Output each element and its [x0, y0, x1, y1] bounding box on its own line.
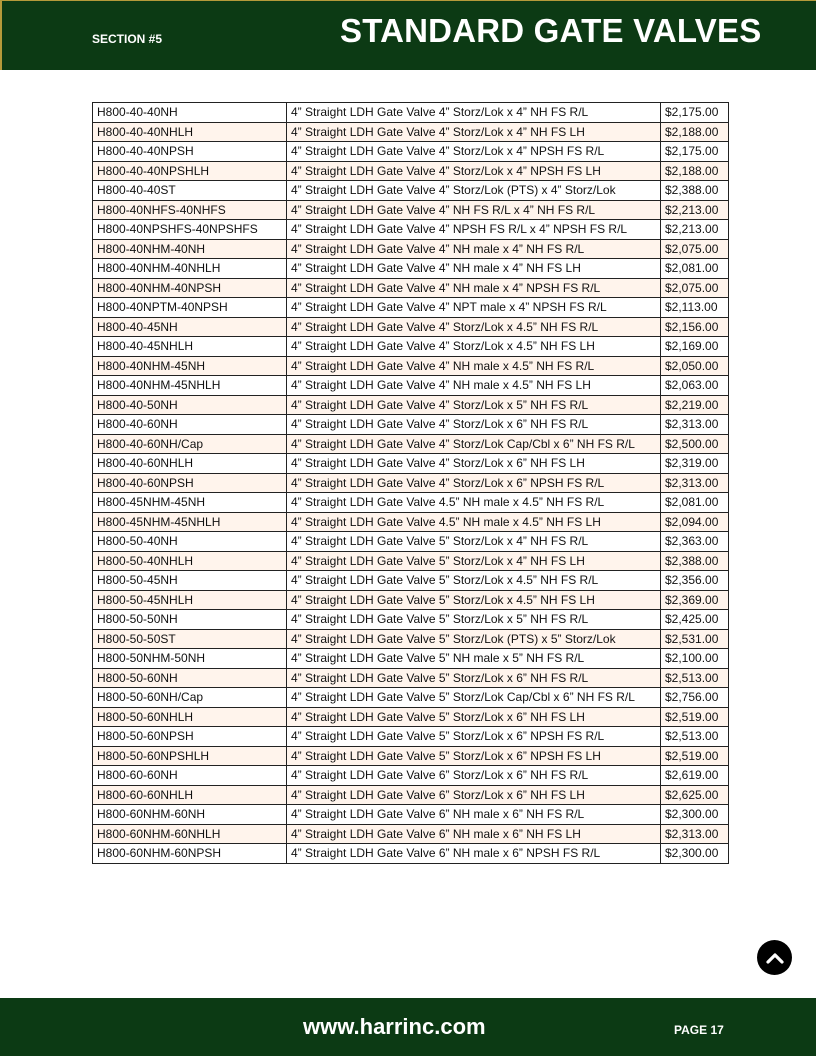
part-number-cell: H800-50-60NHLH — [93, 707, 287, 727]
price-cell: $2,513.00 — [661, 668, 729, 688]
price-cell: $2,050.00 — [661, 356, 729, 376]
description-cell: 4” Straight LDH Gate Valve 4” NH male x 4.5” NH FS LH — [287, 376, 661, 396]
table-row — [93, 746, 729, 766]
description-cell: 4” Straight LDH Gate Valve 4” NH male x 4” NH FS LH — [287, 259, 661, 279]
price-cell: $2,625.00 — [661, 785, 729, 805]
description-cell: 4” Straight LDH Gate Valve 4” Storz/Lok x 4” NPSH FS LH — [287, 161, 661, 181]
part-number-cell: H800-40-60NPSH — [93, 473, 287, 493]
table-row — [93, 473, 729, 493]
description-cell: 4” Straight LDH Gate Valve 4” Storz/Lok x 4.5” NH FS LH — [287, 337, 661, 357]
price-cell: $2,169.00 — [661, 337, 729, 357]
part-number-cell: H800-40-40ST — [93, 181, 287, 201]
table-row — [93, 317, 729, 337]
table-row — [93, 785, 729, 805]
price-cell: $2,619.00 — [661, 766, 729, 786]
table-row — [93, 356, 729, 376]
part-number-cell: H800-40NHM-45NH — [93, 356, 287, 376]
description-cell: 4” Straight LDH Gate Valve 4” Storz/Lok x 4.5” NH FS R/L — [287, 317, 661, 337]
part-number-cell: H800-40-45NH — [93, 317, 287, 337]
table-row — [93, 493, 729, 513]
price-cell: $2,219.00 — [661, 395, 729, 415]
table-row — [93, 434, 729, 454]
price-cell: $2,081.00 — [661, 259, 729, 279]
part-number-cell: H800-40-40NH — [93, 103, 287, 123]
price-cell: $2,313.00 — [661, 824, 729, 844]
price-cell: $2,369.00 — [661, 590, 729, 610]
price-cell: $2,519.00 — [661, 707, 729, 727]
description-cell: 4” Straight LDH Gate Valve 4” Storz/Lok x 4” NH FS R/L — [287, 103, 661, 123]
part-number-cell: H800-60NHM-60NH — [93, 805, 287, 825]
table-row — [93, 844, 729, 864]
table-row — [93, 512, 729, 532]
part-number-cell: H800-40-40NHLH — [93, 122, 287, 142]
table-row — [93, 571, 729, 591]
description-cell: 4” Straight LDH Gate Valve 4” Storz/Lok (PTS) x 4” Storz/Lok — [287, 181, 661, 201]
table-row — [93, 200, 729, 220]
description-cell: 4” Straight LDH Gate Valve 6” NH male x 6” NH FS LH — [287, 824, 661, 844]
description-cell: 4” Straight LDH Gate Valve 4” NPT male x 4” NPSH FS R/L — [287, 298, 661, 318]
price-cell: $2,356.00 — [661, 571, 729, 591]
part-number-cell: H800-40-60NHLH — [93, 454, 287, 474]
description-cell: 4” Straight LDH Gate Valve 5” Storz/Lok Cap/Cbl x 6” NH FS R/L — [287, 688, 661, 708]
table-row — [93, 610, 729, 630]
table-row — [93, 181, 729, 201]
description-cell: 4” Straight LDH Gate Valve 4.5” NH male x 4.5” NH FS LH — [287, 512, 661, 532]
part-number-cell: H800-60-60NH — [93, 766, 287, 786]
price-cell: $2,094.00 — [661, 512, 729, 532]
description-cell: 4” Straight LDH Gate Valve 4” NPSH FS R/L x 4” NPSH FS R/L — [287, 220, 661, 240]
description-cell: 4” Straight LDH Gate Valve 5” Storz/Lok (PTS) x 5” Storz/Lok — [287, 629, 661, 649]
price-table — [92, 102, 729, 864]
price-cell: $2,363.00 — [661, 532, 729, 552]
description-cell: 4” Straight LDH Gate Valve 4” NH FS R/L x 4” NH FS R/L — [287, 200, 661, 220]
description-cell: 4” Straight LDH Gate Valve 5” NH male x 5” NH FS R/L — [287, 649, 661, 669]
table-row — [93, 103, 729, 123]
price-cell: $2,175.00 — [661, 103, 729, 123]
part-number-cell: H800-50NHM-50NH — [93, 649, 287, 669]
description-cell: 4” Straight LDH Gate Valve 6” NH male x 6” NPSH FS R/L — [287, 844, 661, 864]
table-row — [93, 668, 729, 688]
description-cell: 4” Straight LDH Gate Valve 5” Storz/Lok x 4.5” NH FS R/L — [287, 571, 661, 591]
table-row — [93, 376, 729, 396]
description-cell: 4” Straight LDH Gate Valve 5” Storz/Lok x 4.5” NH FS LH — [287, 590, 661, 610]
part-number-cell: H800-60-60NHLH — [93, 785, 287, 805]
table-row — [93, 259, 729, 279]
part-number-cell: H800-50-45NHLH — [93, 590, 287, 610]
part-number-cell: H800-50-60NH/Cap — [93, 688, 287, 708]
price-cell: $2,100.00 — [661, 649, 729, 669]
description-cell: 4” Straight LDH Gate Valve 6” Storz/Lok x 6” NH FS R/L — [287, 766, 661, 786]
page-header — [0, 0, 816, 70]
part-number-cell: H800-60NHM-60NHLH — [93, 824, 287, 844]
table-row — [93, 707, 729, 727]
part-number-cell: H800-40-45NHLH — [93, 337, 287, 357]
price-cell: $2,300.00 — [661, 805, 729, 825]
description-cell: 4” Straight LDH Gate Valve 4” Storz/Lok x 4” NH FS LH — [287, 122, 661, 142]
part-number-cell: H800-50-50NH — [93, 610, 287, 630]
table-row — [93, 766, 729, 786]
part-number-cell: H800-40NPTM-40NPSH — [93, 298, 287, 318]
table-row — [93, 142, 729, 162]
price-cell: $2,213.00 — [661, 220, 729, 240]
price-cell: $2,319.00 — [661, 454, 729, 474]
table-row — [93, 220, 729, 240]
price-cell: $2,213.00 — [661, 200, 729, 220]
part-number-cell: H800-40-60NH — [93, 415, 287, 435]
page-footer — [0, 998, 816, 1056]
price-cell: $2,063.00 — [661, 376, 729, 396]
description-cell: 4” Straight LDH Gate Valve 5” Storz/Lok x 6” NPSH FS LH — [287, 746, 661, 766]
part-number-cell: H800-50-40NH — [93, 532, 287, 552]
part-number-cell: H800-45NHM-45NHLH — [93, 512, 287, 532]
part-number-cell: H800-50-60NPSHLH — [93, 746, 287, 766]
table-row — [93, 824, 729, 844]
price-cell: $2,075.00 — [661, 278, 729, 298]
part-number-cell: H800-50-50ST — [93, 629, 287, 649]
price-cell: $2,081.00 — [661, 493, 729, 513]
part-number-cell: H800-40-40NPSHLH — [93, 161, 287, 181]
part-number-cell: H800-40NHM-45NHLH — [93, 376, 287, 396]
table-row — [93, 727, 729, 747]
scroll-to-top-button[interactable] — [757, 940, 792, 975]
price-cell: $2,156.00 — [661, 317, 729, 337]
description-cell: 4” Straight LDH Gate Valve 4” Storz/Lok x 6” NPSH FS R/L — [287, 473, 661, 493]
table-row — [93, 805, 729, 825]
table-row — [93, 649, 729, 669]
price-table-container — [92, 102, 729, 864]
table-row — [93, 239, 729, 259]
table-row — [93, 629, 729, 649]
part-number-cell: H800-50-45NH — [93, 571, 287, 591]
part-number-cell: H800-40-60NH/Cap — [93, 434, 287, 454]
description-cell: 4” Straight LDH Gate Valve 4” Storz/Lok x 5” NH FS R/L — [287, 395, 661, 415]
description-cell: 4” Straight LDH Gate Valve 4” NH male x 4” NH FS R/L — [287, 239, 661, 259]
section-label: SECTION #5 — [92, 32, 163, 46]
table-row — [93, 590, 729, 610]
description-cell: 4” Straight LDH Gate Valve 5” Storz/Lok x 4” NH FS LH — [287, 551, 661, 571]
description-cell: 4” Straight LDH Gate Valve 4” NH male x 4.5” NH FS R/L — [287, 356, 661, 376]
price-cell: $2,513.00 — [661, 727, 729, 747]
description-cell: 4” Straight LDH Gate Valve 5” Storz/Lok x 4” NH FS R/L — [287, 532, 661, 552]
part-number-cell: H800-50-60NPSH — [93, 727, 287, 747]
price-cell: $2,188.00 — [661, 161, 729, 181]
table-row — [93, 337, 729, 357]
chevron-up-icon — [765, 951, 785, 965]
description-cell: 4” Straight LDH Gate Valve 4.5” NH male x 4.5” NH FS R/L — [287, 493, 661, 513]
description-cell: 4” Straight LDH Gate Valve 6” NH male x 6” NH FS R/L — [287, 805, 661, 825]
description-cell: 4” Straight LDH Gate Valve 5” Storz/Lok x 6” NPSH FS R/L — [287, 727, 661, 747]
price-cell: $2,188.00 — [661, 122, 729, 142]
part-number-cell: H800-60NHM-60NPSH — [93, 844, 287, 864]
table-row — [93, 415, 729, 435]
part-number-cell: H800-40NHM-40NHLH — [93, 259, 287, 279]
table-row — [93, 532, 729, 552]
price-cell: $2,756.00 — [661, 688, 729, 708]
table-row — [93, 688, 729, 708]
price-cell: $2,519.00 — [661, 746, 729, 766]
website-link[interactable]: www.harrinc.com — [303, 1014, 486, 1039]
table-row — [93, 161, 729, 181]
description-cell: 4” Straight LDH Gate Valve 6” Storz/Lok x 6” NH FS LH — [287, 785, 661, 805]
table-row — [93, 298, 729, 318]
description-cell: 4” Straight LDH Gate Valve 4” NH male x 4” NPSH FS R/L — [287, 278, 661, 298]
price-cell: $2,388.00 — [661, 551, 729, 571]
part-number-cell: H800-40NHM-40NH — [93, 239, 287, 259]
description-cell: 4” Straight LDH Gate Valve 4” Storz/Lok x 6” NH FS R/L — [287, 415, 661, 435]
table-row — [93, 278, 729, 298]
table-row — [93, 395, 729, 415]
price-cell: $2,388.00 — [661, 181, 729, 201]
table-row — [93, 122, 729, 142]
price-cell: $2,425.00 — [661, 610, 729, 630]
price-cell: $2,313.00 — [661, 415, 729, 435]
price-cell: $2,500.00 — [661, 434, 729, 454]
description-cell: 4” Straight LDH Gate Valve 5” Storz/Lok x 5” NH FS R/L — [287, 610, 661, 630]
price-cell: $2,531.00 — [661, 629, 729, 649]
price-cell: $2,175.00 — [661, 142, 729, 162]
page-number: PAGE 17 — [674, 1023, 724, 1037]
price-cell: $2,075.00 — [661, 239, 729, 259]
table-row — [93, 551, 729, 571]
description-cell: 4” Straight LDH Gate Valve 4” Storz/Lok x 4” NPSH FS R/L — [287, 142, 661, 162]
part-number-cell: H800-40NPSHFS-40NPSHFS — [93, 220, 287, 240]
part-number-cell: H800-40-40NPSH — [93, 142, 287, 162]
description-cell: 4” Straight LDH Gate Valve 4” Storz/Lok Cap/Cbl x 6” NH FS R/L — [287, 434, 661, 454]
part-number-cell: H800-45NHM-45NH — [93, 493, 287, 513]
description-cell: 4” Straight LDH Gate Valve 4” Storz/Lok x 6” NH FS LH — [287, 454, 661, 474]
price-cell: $2,300.00 — [661, 844, 729, 864]
description-cell: 4” Straight LDH Gate Valve 5” Storz/Lok x 6” NH FS LH — [287, 707, 661, 727]
part-number-cell: H800-50-60NH — [93, 668, 287, 688]
price-table-body — [93, 103, 729, 864]
page-title: STANDARD GATE VALVES — [340, 12, 762, 49]
description-cell: 4” Straight LDH Gate Valve 5” Storz/Lok x 6” NH FS R/L — [287, 668, 661, 688]
price-cell: $2,313.00 — [661, 473, 729, 493]
price-cell: $2,113.00 — [661, 298, 729, 318]
part-number-cell: H800-40NHFS-40NHFS — [93, 200, 287, 220]
part-number-cell: H800-40NHM-40NPSH — [93, 278, 287, 298]
table-row — [93, 454, 729, 474]
part-number-cell: H800-40-50NH — [93, 395, 287, 415]
part-number-cell: H800-50-40NHLH — [93, 551, 287, 571]
